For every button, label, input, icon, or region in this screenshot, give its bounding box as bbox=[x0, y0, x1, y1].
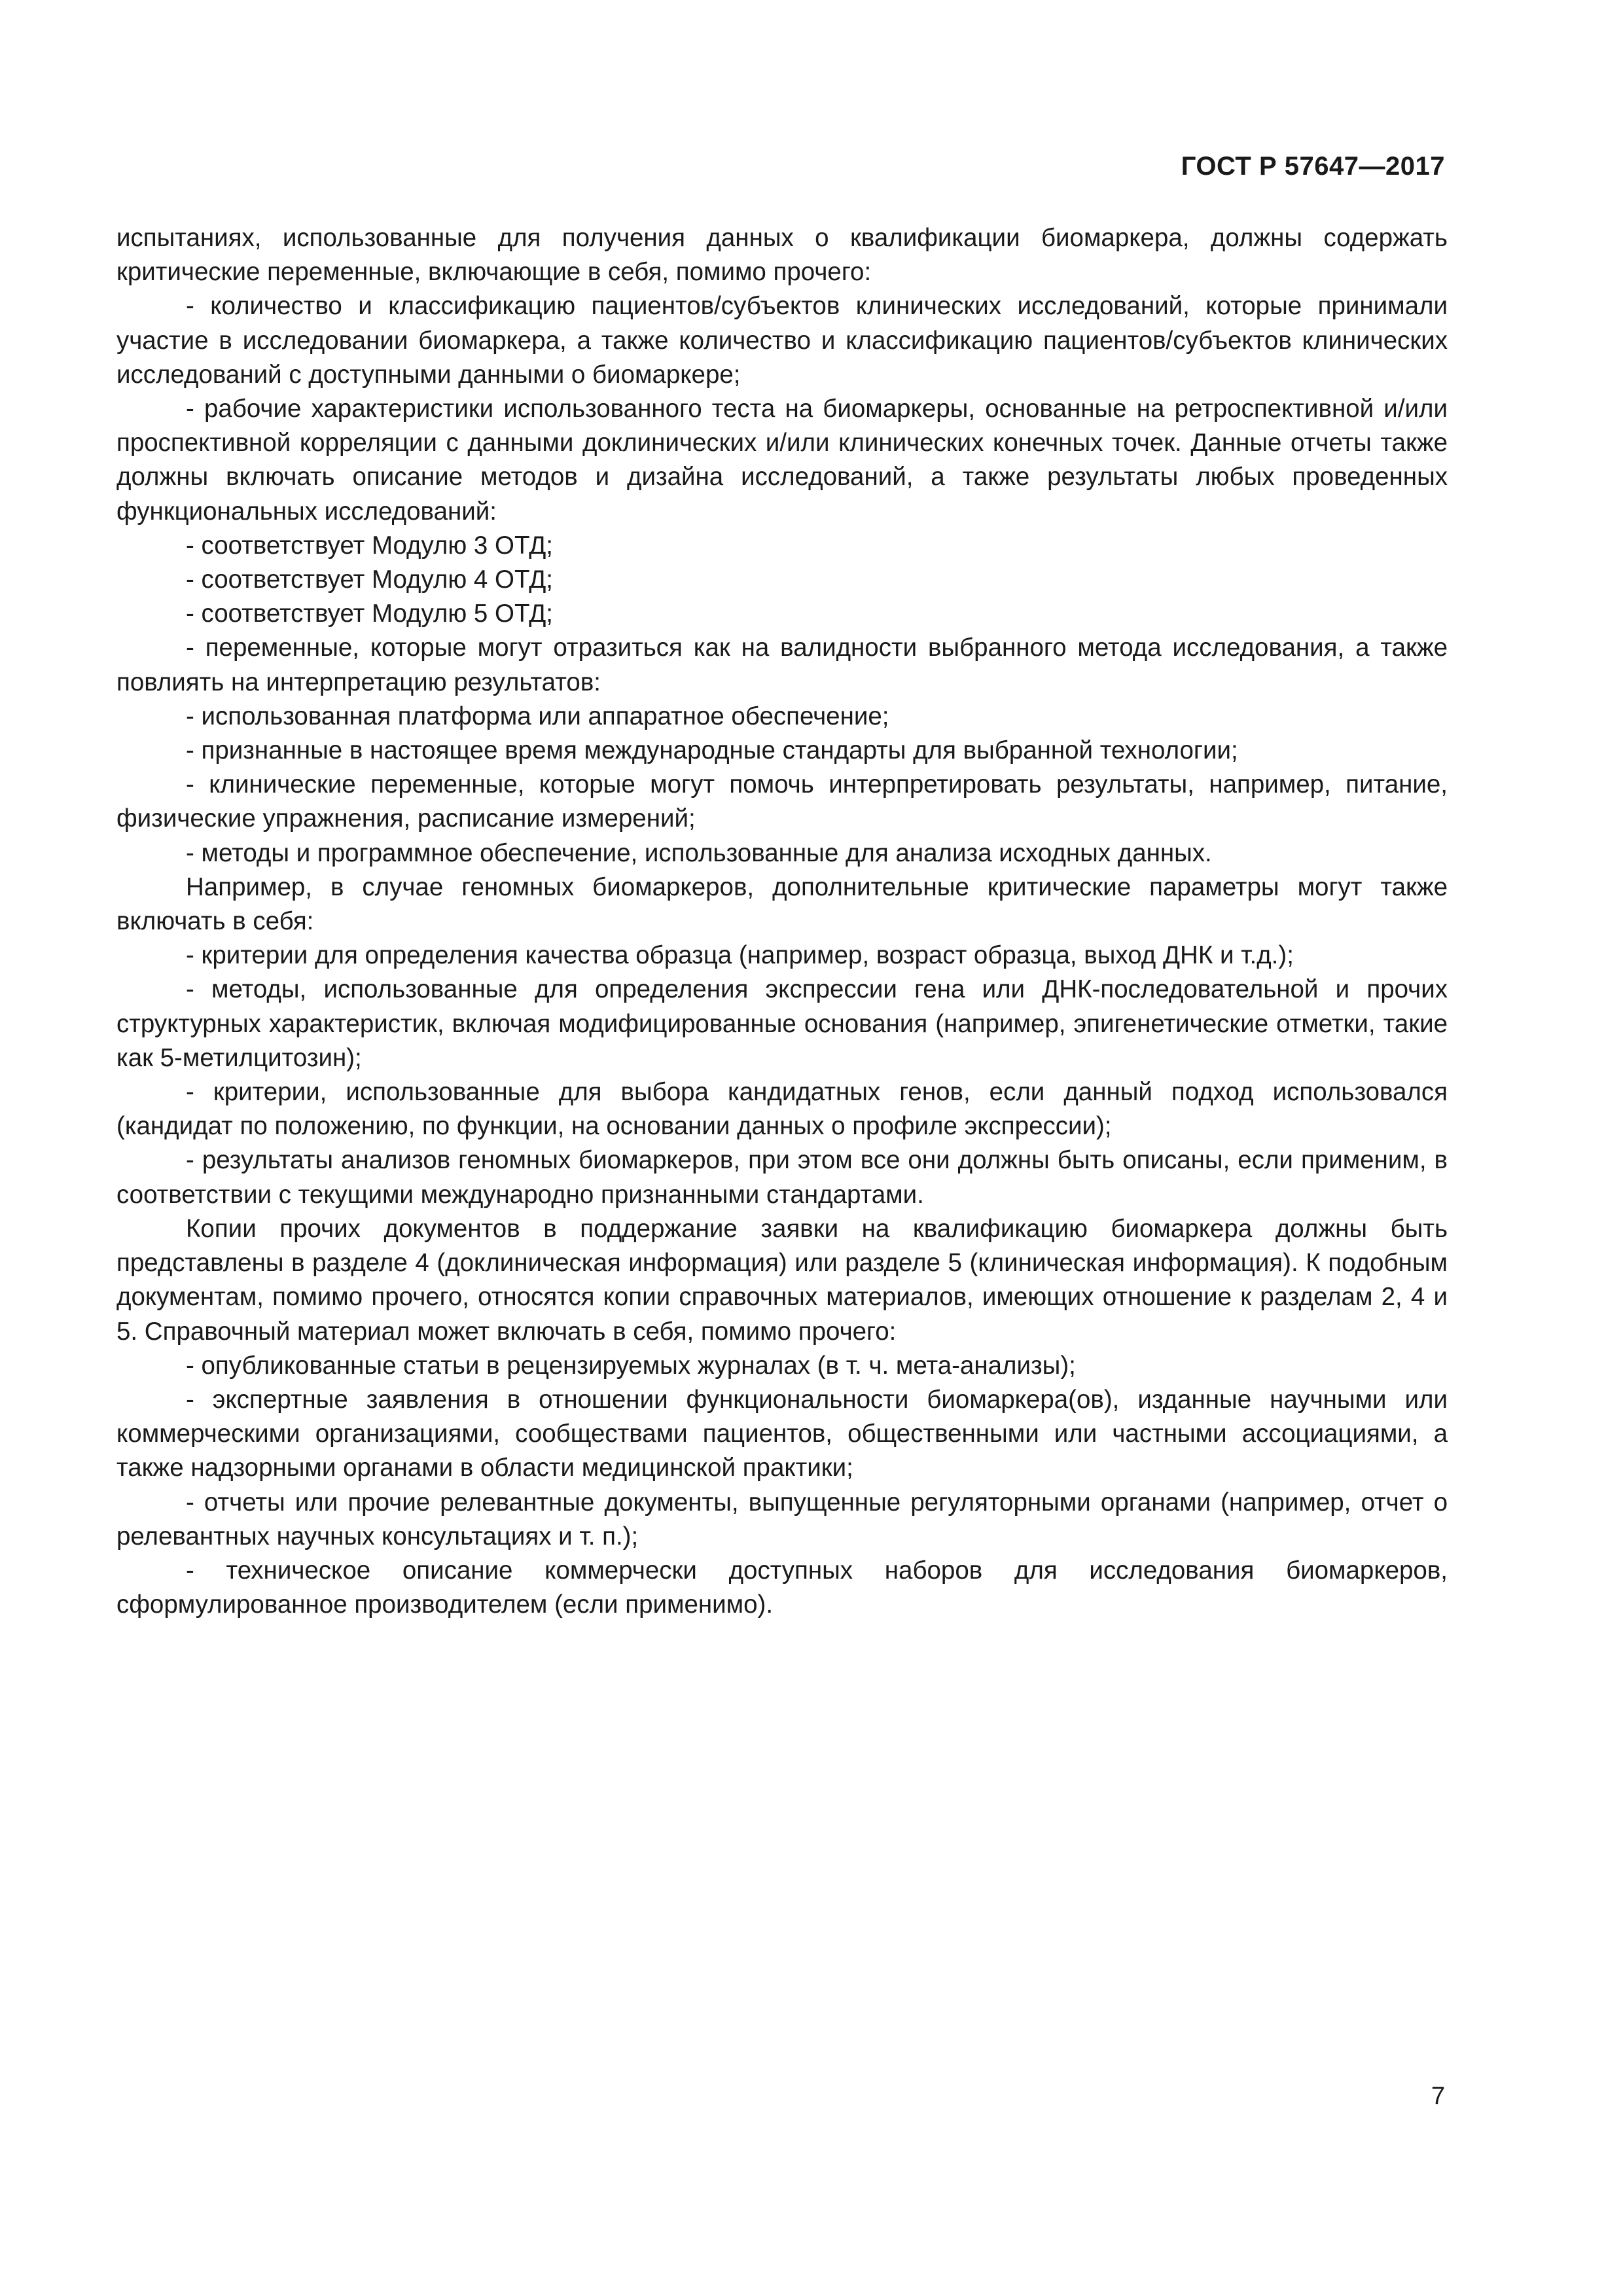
list-item: - методы и программное обеспечение, использованные для анализа исходных данных. bbox=[186, 838, 1212, 867]
list-item: - клинические переменные, которые могут помочь интерпретировать результаты, например, питание, физические упражнения, расписание измерений; bbox=[116, 770, 1448, 833]
list-item: - критерии, использованные для выбора кандидатных генов, если данный подход использовался (кандидат по положению, по функции, на основании данных о профиле экспрессии); bbox=[116, 1078, 1448, 1141]
paragraph: испытаниях, использованные для получения данных о квалификации биомаркера, должны содержать критические переменные, включающие в себя, помимо прочего: bbox=[116, 224, 1448, 287]
list-item: - переменные, которые могут отразиться как на валидности выбранного метода исследования, а также повлиять на интерпретацию результатов: bbox=[116, 634, 1448, 696]
list-item: - техническое описание коммерчески доступных наборов для исследования биомаркеров, сформулированное производителем (если применимо). bbox=[116, 1556, 1448, 1619]
document-body bbox=[116, 221, 1448, 1622]
list-item: - соответствует Модулю 3 ОТД; bbox=[186, 531, 553, 560]
document-header: ГОСТ Р 57647—2017 bbox=[1181, 152, 1445, 181]
list-item: - соответствует Модулю 5 ОТД; bbox=[186, 600, 553, 628]
list-item: - соответствует Модулю 4 ОТД; bbox=[186, 565, 553, 594]
list-item: - отчеты или прочие релевантные документы, выпущенные регуляторными органами (например, отчет о релевантных научных консультациях и т. п.); bbox=[116, 1488, 1448, 1551]
paragraph: Например, в случае геномных биомаркеров, дополнительные критические параметры могут также включать в себя: bbox=[116, 872, 1448, 936]
list-item: - количество и классификацию пациентов/субъектов клинических исследований, которые принимали участие в исследовании биомаркера, а также количество и классификацию пациентов/субъектов клинических исследований с доступными данными о биомаркере; bbox=[116, 292, 1448, 389]
page-number: 7 bbox=[1431, 2083, 1445, 2110]
list-item: - результаты анализов геномных биомаркеров, при этом все они должны быть описаны, если применим, в соответствии с текущими международно признанными стандартами. bbox=[116, 1146, 1448, 1209]
list-item: - использованная платформа или аппаратное обеспечение; bbox=[186, 702, 889, 730]
list-item: - признанные в настоящее время международные стандарты для выбранной технологии; bbox=[186, 736, 1238, 765]
list-item: - методы, использованные для определения экспрессии гена или ДНК-последовательной и прочих структурных характеристик, включая модифицированные основания (например, эпигенетические отметки, такие как 5-метилцитозин); bbox=[116, 975, 1448, 1072]
list-item: - критерии для определения качества образца (например, возраст образца, выход ДНК и т.д.); bbox=[186, 941, 1294, 970]
list-item: - опубликованные статьи в рецензируемых журналах (в т. ч. мета-анализы); bbox=[186, 1351, 1076, 1380]
paragraph: Копии прочих документов в поддержание заявки на квалификацию биомаркера должны быть представлены в разделе 4 (доклиническая информация) или разделе 5 (клиническая информация). К подобным документам, помимо прочего, относятся копии справочных материалов, имеющих отношение к разделам 2, 4 и 5. Справочный материал может включать в себя, помимо прочего: bbox=[116, 1214, 1448, 1346]
list-item: - экспертные заявления в отношении функциональности биомаркера(ов), изданные научными или коммерческими организациями, сообществами пациентов, общественными или частными ассоциациями, а также надзорными органами в области медицинской практики; bbox=[116, 1385, 1448, 1482]
list-item: - рабочие характеристики использованного теста на биомаркеры, основанные на ретроспективной и/или проспективной корреляции с данными доклинических и/или клинических конечных точек. Данные отчеты также должны включать описание методов и дизайна исследований, а также результаты любых проведенных функциональных исследований: bbox=[116, 395, 1448, 526]
